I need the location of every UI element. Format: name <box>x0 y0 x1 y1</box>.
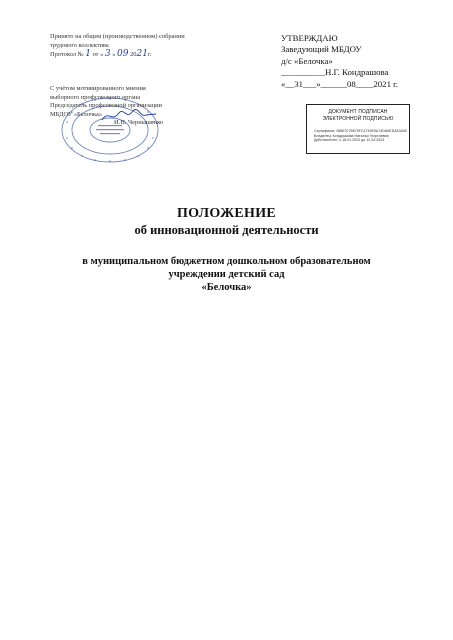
protocol-number: 1 <box>85 49 91 60</box>
union-line-4: МБДОУ «Белочка» <box>50 110 103 118</box>
approve-heading: УТВЕРЖДАЮ <box>281 33 338 43</box>
acceptance-block <box>50 33 250 60</box>
esign-title-2: ЭЛЕКТРОННОЙ ПОДПИСЬЮ <box>322 116 394 122</box>
esign-validity: Действителен: с 18.01.2023 до 12.04.2024 <box>314 138 385 143</box>
organization-name: д/с «Белочка» <box>281 55 333 66</box>
institution-line-1: в муниципальном бюджетном дошкольном образовательном <box>82 256 371 267</box>
esign-owner: Владелец: Кондрашова Наталья Георгиевна <box>314 133 389 138</box>
union-line-5: И.Н. Чернышенко <box>114 119 164 127</box>
document-title: ПОЛОЖЕНИЕ <box>176 206 277 221</box>
acceptance-line-2: трудового коллектива <box>50 41 109 49</box>
union-line-2: выборного профсоюзного органа <box>50 93 141 101</box>
protocol-month: 09 <box>117 49 129 60</box>
acceptance-line-1: Принято на общем (производственном) собрании <box>50 33 185 40</box>
electronic-signature-box <box>306 104 410 154</box>
protocol-suffix: г. <box>147 51 152 59</box>
approval-block <box>281 33 441 90</box>
protocol-year-prefix: 20 <box>130 51 137 59</box>
protocol-prefix: Протокол № <box>50 51 84 59</box>
signature-line: __________Н.Г. Кондрашова <box>281 67 389 78</box>
head-position: Заведующий МБДОУ <box>281 44 362 55</box>
institution-line-2: учреждении детский сад <box>168 269 285 280</box>
protocol-mid: » <box>112 51 116 59</box>
protocol-line <box>50 50 250 60</box>
institution-line-3: «Белочка» <box>201 282 252 293</box>
esign-title-1: ДОКУМЕНТ ПОДПИСАН <box>328 109 388 115</box>
union-line-3: Председатель профсоюзной организации <box>50 102 162 110</box>
approval-date: «__31___»______08____2021 г. <box>281 78 398 89</box>
protocol-from: от « <box>92 51 104 59</box>
chairman-signature <box>100 108 160 124</box>
protocol-day: 3 <box>104 49 111 60</box>
union-line-1: С учётом мотивированного мнения <box>50 85 146 92</box>
document-subtitle: об инновационной деятельности <box>134 223 319 237</box>
protocol-year: 21 <box>136 49 148 60</box>
esign-certificate: Сертификат: 066E3729675FC4749E5A74D6AED3A3A50 <box>314 129 408 133</box>
